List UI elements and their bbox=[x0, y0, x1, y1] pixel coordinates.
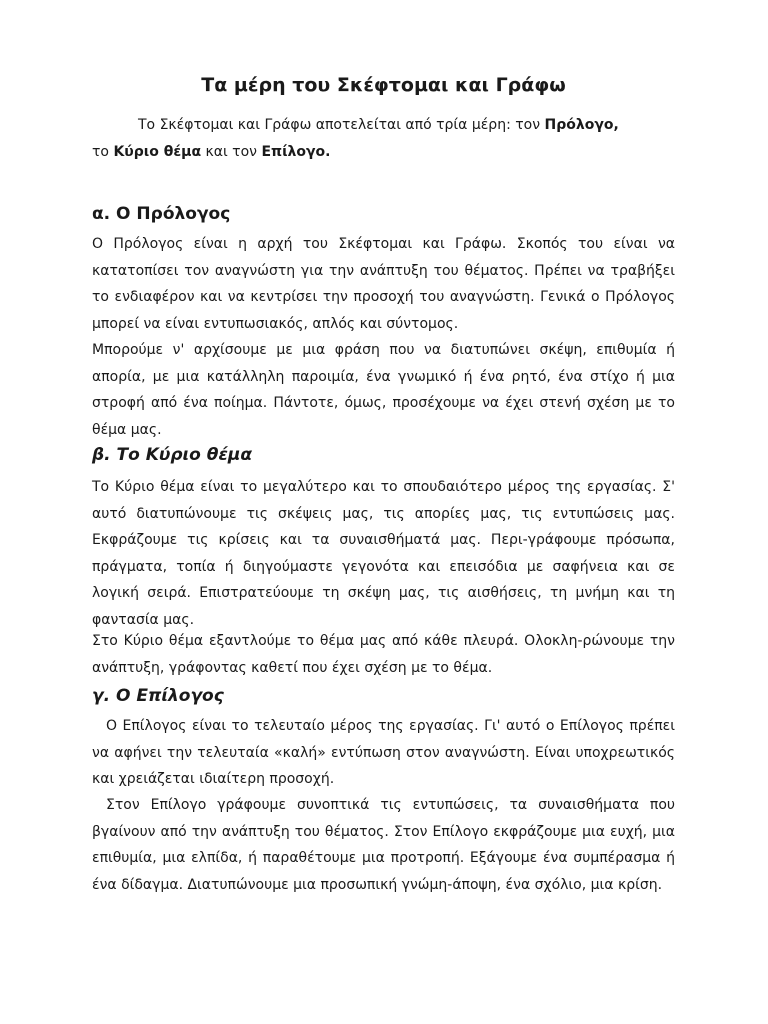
document-title: Τα μέρη του Σκέφτομαι και Γράφω bbox=[201, 74, 566, 96]
intro-text-a: Το Σκέφτομαι και Γράφω αποτελείται από τρία μέρη: τον bbox=[138, 117, 545, 133]
intro-text-c: και τον bbox=[201, 143, 262, 160]
prologue-paragraph-2: Μπορούμε ν' αρχίσουμε με μια φράση που να διατυπώνει σκέψη, επιθυμία ή απορία, με μια κατάλληλη παροιμία, ένα γνωμικό ή ένα ρητό, ένα στίχο ή μια στροφή από ένα ποίημα. Πάντοτε, όμως, προσέχουμε να έχει στενή σχέση με το θέμα μας. bbox=[92, 342, 675, 438]
intro-text-b: το bbox=[92, 143, 114, 160]
epilogue-paragraph-1: Ο Επίλογος είναι το τελευταίο μέρος της εργασίας. Γι' αυτό ο Επίλογος πρέπει να αφήνει την τελευταία «καλή» εντύπωση στον αναγνώστη. Είναι υποχρεωτικός και χρειάζεται ιδιαίτερη προσοχή. bbox=[92, 718, 675, 787]
main-paragraph-1: Το Κύριο θέμα είναι το μεγαλύτερο και το σπουδαιότερο μέρος της εργασίας. Σ' αυτό διατυπώνουμε τις σκέψεις μας, τις απορίες μας, τις εντυπώσεις μας. Εκφράζουμε τις κρίσεις και τα συναισθήματά μας. Περι-γράφουμε πρόσωπα, πράγματα, τοπία ή διηγούμαστε γεγονότα και επεισόδια με σαφήνεια και σε λογική σειρά. Επιστρατεύουμε τη σκέψη μας, τις αισθήσεις, τη μνήμη και τη φαντασία μας. bbox=[92, 479, 675, 628]
prologue-heading: α. Ο Πρόλογος bbox=[92, 204, 231, 224]
intro-paragraph bbox=[92, 112, 675, 165]
epilogue-heading: γ. Ο Επίλογος bbox=[92, 686, 224, 706]
main-paragraph-2: Στο Κύριο θέμα εξαντλούμε το θέμα μας από κάθε πλευρά. Ολοκλη-ρώνουμε την ανάπτυξη, γράφοντας καθετί που έχει σχέση με το θέμα. bbox=[92, 633, 675, 676]
epilogue-paragraph-2: Στον Επίλογο γράφουμε συνοπτικά τις εντυπώσεις, τα συναισθήματα που βγαίνουν από την ανάπτυξη του θέματος. Στον Επίλογο εκφράζουμε μια ευχή, μια επιθυμία, μια ελπίδα, ή παραθέτουμε μια προτροπή. Εξάγουμε ένα συμπέρασμα ή ένα δίδαγμα. Διατυπώνουμε μια προσωπική γνώμη-άποψη, ένα σχόλιο, μια κρίση. bbox=[92, 797, 675, 893]
intro-bold-epilogue: Επίλογο. bbox=[261, 143, 331, 160]
prologue-paragraph-1: Ο Πρόλογος είναι η αρχή του Σκέφτομαι και Γράφω. Σκοπός του είναι να κατατοπίσει τον αναγνώστη για την ανάπτυξη του θέματος. Πρέπει να τραβήξει το ενδιαφέρον και να κεντρίσει την προσοχή του αναγνώστη. Γενικά ο Πρόλογος μπορεί να είναι εντυπωσιακός, απλός και σύντομος. bbox=[92, 236, 675, 332]
main-heading: β. Το Κύριο θέμα bbox=[92, 445, 253, 465]
intro-bold-prologue: Πρόλογο, bbox=[544, 117, 619, 133]
intro-bold-main: Κύριο θέμα bbox=[113, 143, 202, 160]
